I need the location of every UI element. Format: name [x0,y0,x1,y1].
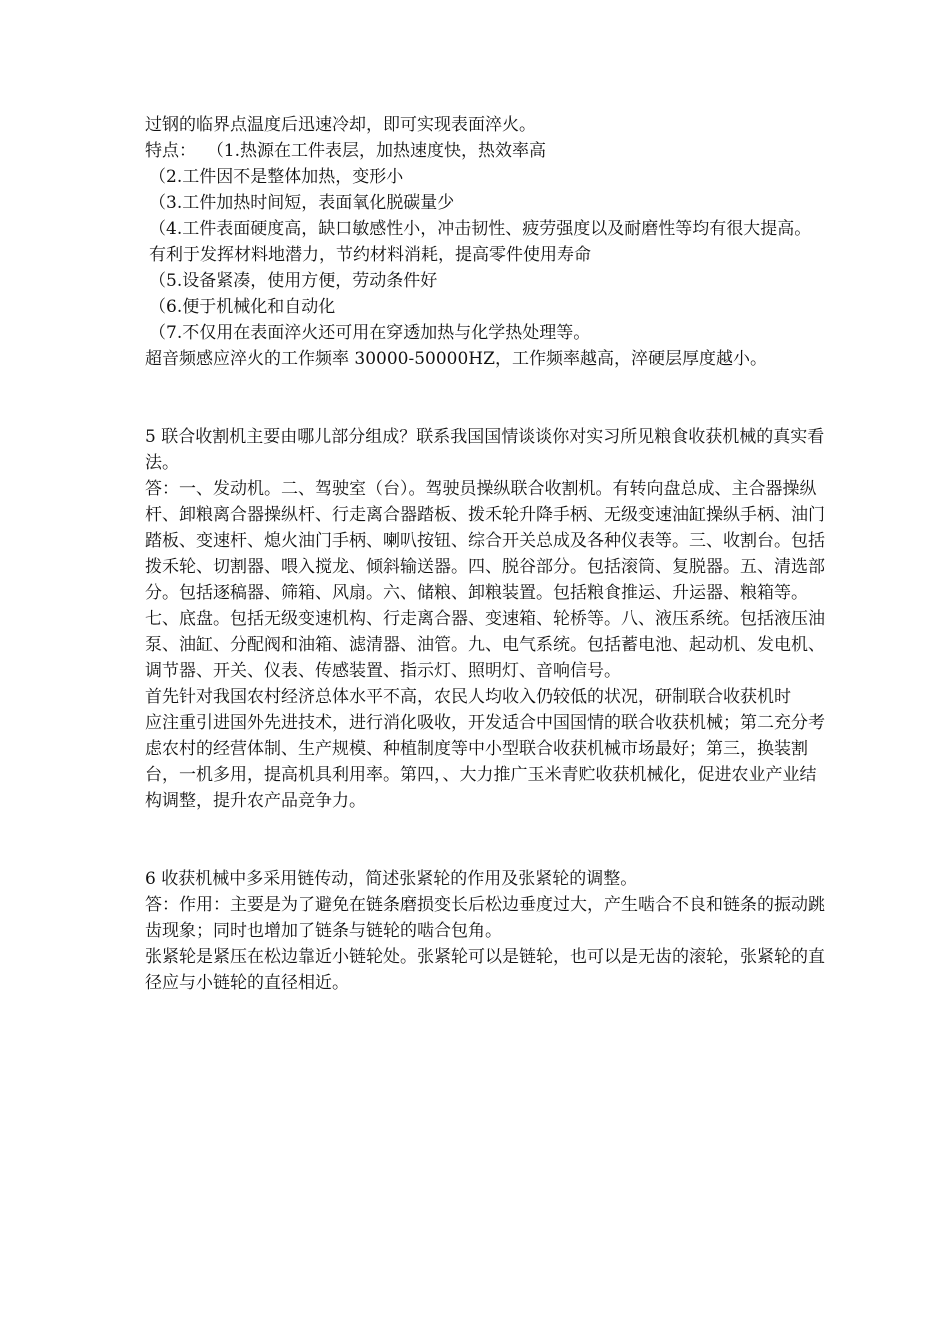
question-5: 5 联合收割机主要由哪儿部分组成？联系我国国情谈谈你对实习所见粮食收获机械的真实看法。 [145,427,825,473]
features-label: 特点： [145,141,196,161]
document-body [145,112,825,996]
feature-item-5: （5.设备紧凑，使用方便，劳动条件好 [149,271,438,291]
answer-5-view-2: 应注重引进国外先进技术，进行消化吸收，开发适合中国国情的联合收获机械；第二充分考虑农村的经营体制、生产规模、种植制度等中小型联合收获机械市场最好；第三，换装割台，一机多用，提高机具利用率。第四，、大力推广玉米青贮收获机械化，促进农业产业结构调整，提升农产品竞争力。 [145,713,825,811]
feature-item-1: （1.热源在工件表层，加热速度快，热效率高 [206,141,547,161]
quench-intro: 过钢的临界点温度后迅速冷却，即可实现表面淬火。 [145,115,536,135]
answer-5-view-1: 首先针对我国农村经济总体水平不高，农民人均收入仍较低的状况，研制联合收获机时 [145,687,791,707]
feature-item-4: （4.工件表面硬度高，缺口敏感性小，冲击韧性、疲劳强度以及耐磨性等均有很大提高。有利于发挥材料地潜力，节约材料消耗，提高零件使用寿命 [149,219,812,265]
feature-item-3: （3.工件加热时间短，表面氧化脱碳量少 [149,193,455,213]
answer-6-part-1: 答：作用：主要是为了避免在链条磨损变长后松边垂度过大，产生啮合不良和链条的振动跳齿现象；同时也增加了链条与链轮的啮合包角。 [145,895,825,941]
feature-item-6: （6.便于机械化和自动化 [149,297,336,317]
feature-item-7: （7.不仅用在表面淬火还可用在穿透加热与化学热处理等。 [149,323,591,343]
section-spacer [145,814,825,866]
answer-6-part-2: 张紧轮是紧压在松边靠近小链轮处。张紧轮可以是链轮，也可以是无齿的滚轮，张紧轮的直径应与小链轮的直径相近。 [145,947,825,993]
question-6: 6 收获机械中多采用链传动，简述张紧轮的作用及张紧轮的调整。 [145,869,638,889]
answer-5: 答：一、发动机。二、驾驶室（台）。驾驶员操纵联合收割机。有转向盘总成、主合器操纵杆、卸粮离合器操纵杆、行走离合器踏板、拨禾轮升降手柄、无级变速油缸操纵手柄、油门踏板、变速杆、熄火油门手柄、喇叭按钮、综合开关总成及各种仪表等。三、收割台。包括拨禾轮、切割器、喂入搅龙、倾斜输送器。四、脱谷部分。包括滚筒、复脱器。五、清选部分。包括逐稿器、筛箱、风扇。六、储粮、卸粮装置。包括粮食推运、升运器、粮箱等。七、底盘。包括无级变速机构、行走离合器、变速箱、轮桥等。八、液压系统。包括液压油泵、油缸、分配阀和油箱、滤清器、油管。九、电气系统。包括蓄电池、起动机、发电机、调节器、开关、仪表、传感装置、指示灯、照明灯、音响信号。 [145,479,825,681]
section-spacer [145,372,825,424]
features-first-line [145,138,825,164]
feature-item-2: （2.工件因不是整体加热，变形小 [149,167,404,187]
frequency-note: 超音频感应淬火的工作频率 30000-50000HZ，工作频率越高，淬硬层厚度越小。 [145,349,767,369]
